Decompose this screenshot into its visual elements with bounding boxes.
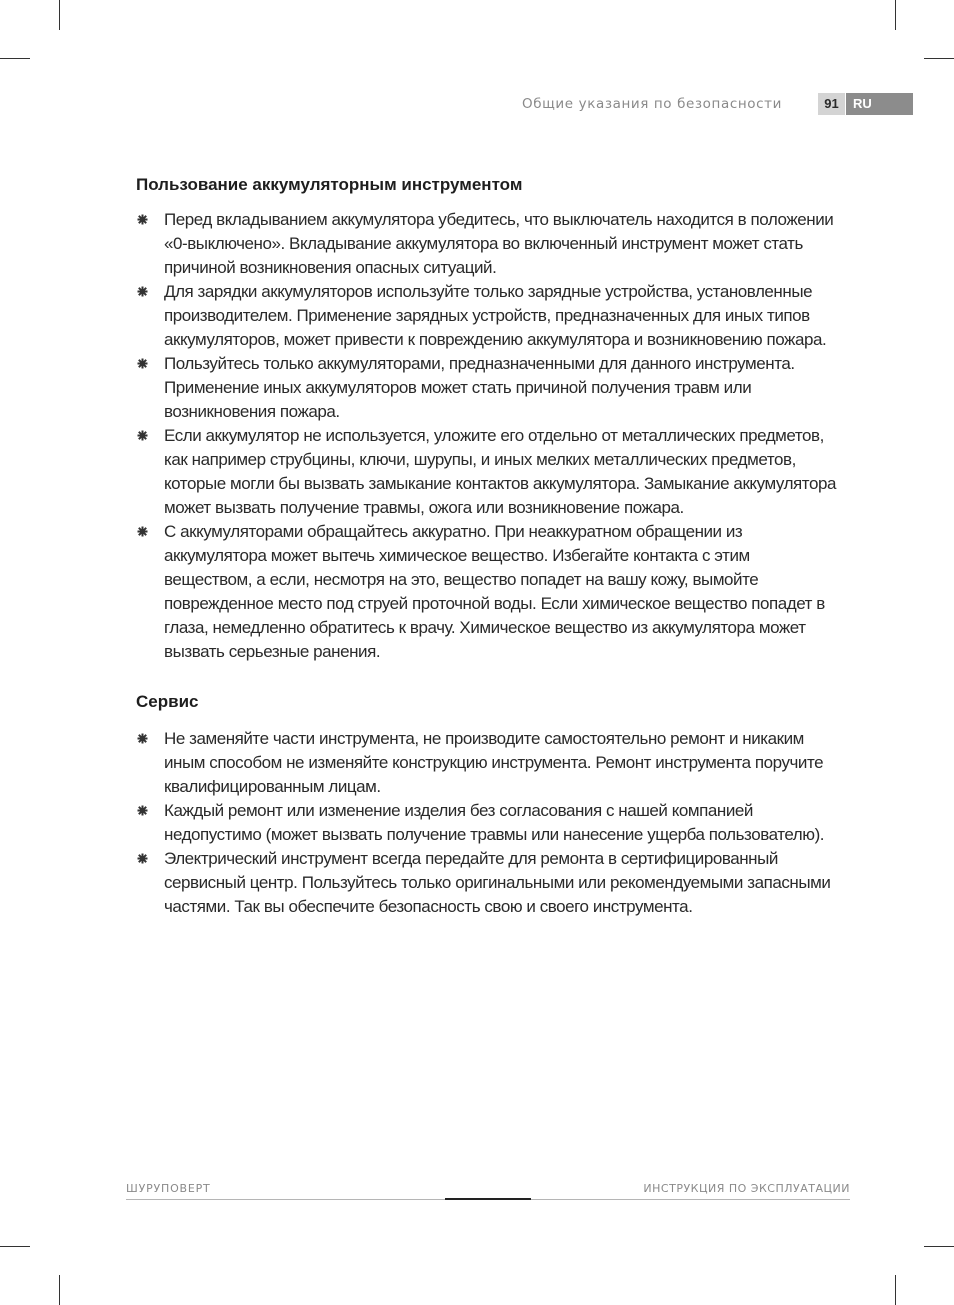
asterisk-bullet-icon — [137, 358, 148, 369]
list-item-text: Не заменяйте части инструмента, не производите самостоятельно ремонт и никаким иным способом не изменяйте конструкцию инструмента. Ремонт инструмента поручите квалифицированным лицам. — [164, 729, 824, 796]
section-heading: Сервис — [136, 692, 199, 711]
asterisk-bullet-icon — [137, 853, 148, 864]
footer-rule-accent — [445, 1198, 531, 1200]
footer-product-name: ШУРУПОВЕРТ — [126, 1182, 211, 1195]
section-heading: Пользование аккумуляторным инструментом — [136, 175, 523, 194]
section-battery-use — [136, 172, 836, 664]
running-header-title: Общие указания по безопасности — [521, 96, 782, 112]
list-item — [136, 424, 836, 520]
asterisk-bullet-icon — [137, 214, 148, 225]
asterisk-bullet-icon — [137, 733, 148, 744]
asterisk-bullet-icon — [137, 805, 148, 816]
list-item-text: Для зарядки аккумуляторов используйте только зарядные устройства, установленные производителем. Применение зарядных устройств, предназначенных для иных типов аккумуляторов, может привести к повреждению аккумулятора и возникновению пожара. — [164, 282, 827, 349]
list-item-text: С аккумуляторами обращайтесь аккуратно. При неаккуратном обращении из аккумулятора может вытечь химическое вещество. Избегайте контакта с этим веществом, а если, несмотря на это, вещество попадет на вашу кожу, вымойте поврежденное место под струей проточной воды. Если химическое вещество попадет в глаза, немедленно обратитесь к врачу. Химическое вещество из аккумулятора может вызвать серьезные ранения. — [164, 522, 825, 661]
page-content — [136, 172, 836, 919]
crop-mark — [59, 1275, 60, 1305]
list-item-text: Если аккумулятор не используется, уложите его отдельно от металлических предметов, как например струбцины, ключи, шурупы, и иных мелких металлических предметов, которые могли бы вызвать замыкание контактов аккумулятора. Замыкание аккумулятора может вызвать получение травмы, ожога или возникновение пожара. — [164, 426, 836, 517]
crop-mark — [59, 0, 60, 30]
list-item — [136, 208, 836, 280]
asterisk-bullet-icon — [137, 526, 148, 537]
list-item-text: Перед вкладыванием аккумулятора убедитесь, что выключатель находится в положении «0-выключено». Вкладывание аккумулятора во включенный инструмент может стать причиной возникновения опасных ситуаций. — [164, 210, 834, 277]
list-item — [136, 520, 836, 664]
language-code: RU — [846, 93, 913, 115]
list-item — [136, 727, 836, 799]
crop-mark — [0, 1246, 30, 1247]
list-item-text: Каждый ремонт или изменение изделия без согласования с нашей компанией недопустимо (может вызвать получение травмы или нанесение ущерба пользователю). — [164, 801, 825, 844]
crop-mark — [895, 0, 896, 30]
crop-mark — [895, 1275, 896, 1305]
section-service — [136, 689, 836, 919]
bullet-list — [136, 208, 836, 664]
bullet-list — [136, 727, 836, 919]
crop-mark — [924, 58, 954, 59]
crop-mark — [0, 58, 30, 59]
list-item — [136, 280, 836, 352]
list-item — [136, 352, 836, 424]
list-item-text: Электрический инструмент всегда передайте для ремонта в сертифицированный сервисный центр. Пользуйтесь только оригинальными или рекомендуемыми запасными частями. Так вы обеспечите безопасность свою и своего инструмента. — [164, 849, 831, 916]
list-item-text: Пользуйтесь только аккумуляторами, предназначенными для данного инструмента. Применение иных аккумуляторов может стать причиной получения травм или возникновения пожара. — [164, 354, 795, 421]
asterisk-bullet-icon — [137, 430, 148, 441]
page-tab — [818, 93, 913, 115]
list-item — [136, 847, 836, 919]
crop-mark — [924, 1246, 954, 1247]
list-item — [136, 799, 836, 847]
page-number: 91 — [818, 93, 845, 115]
asterisk-bullet-icon — [137, 286, 148, 297]
footer-document-type: ИНСТРУКЦИЯ ПО ЭКСПЛУАТАЦИИ — [643, 1182, 850, 1195]
